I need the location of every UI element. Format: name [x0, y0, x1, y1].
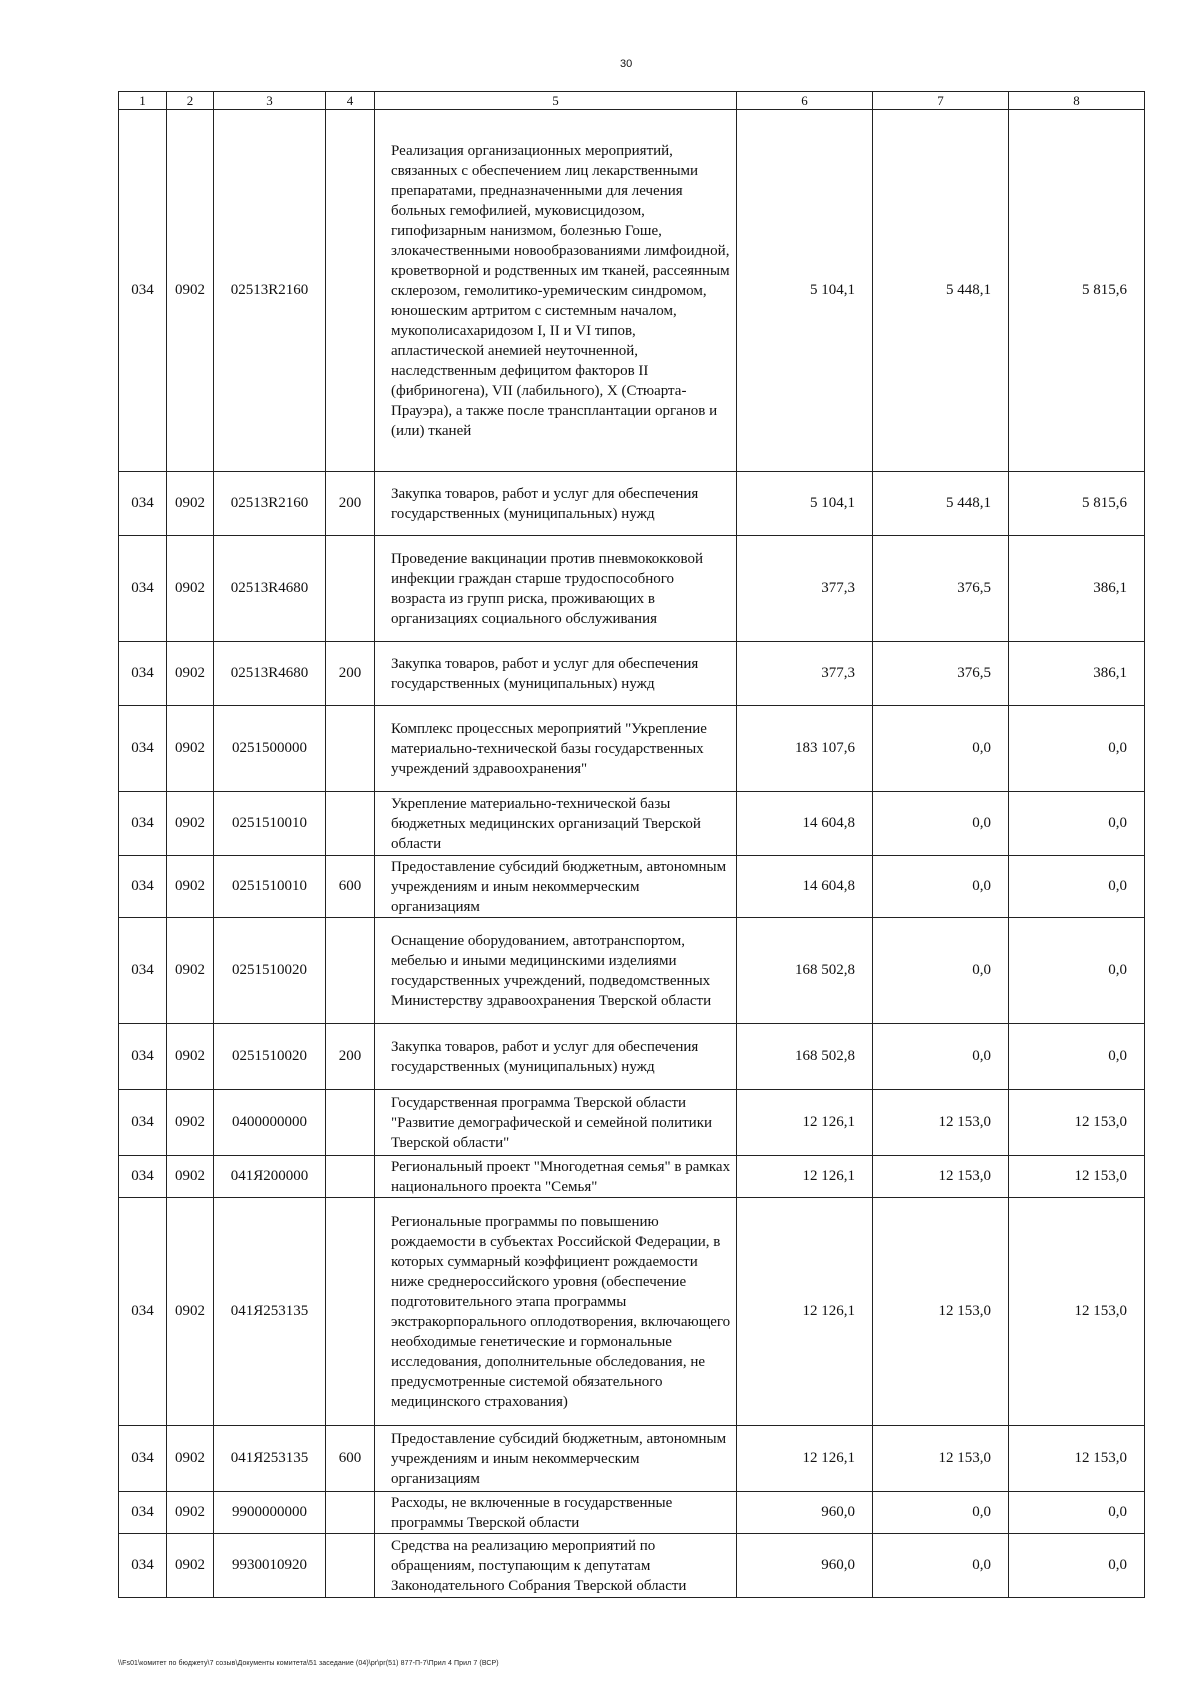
cell-section-code: 0902 [167, 1198, 214, 1426]
cell-section-code: 0902 [167, 1426, 214, 1492]
cell-target-article: 9930010920 [214, 1534, 326, 1598]
table-row [119, 536, 1145, 642]
column-header: 2 [167, 92, 214, 110]
cell-expense-type: 200 [326, 642, 375, 706]
cell-amount-year2: 0,0 [873, 918, 1009, 1024]
cell-section-code: 0902 [167, 110, 214, 472]
cell-amount-year3: 5 815,6 [1009, 472, 1145, 536]
cell-expense-type: 600 [326, 1426, 375, 1492]
cell-amount-year1: 12 126,1 [737, 1426, 873, 1492]
cell-ministry-code: 034 [119, 1198, 167, 1426]
cell-ministry-code: 034 [119, 472, 167, 536]
cell-amount-year2: 5 448,1 [873, 472, 1009, 536]
cell-amount-year2: 0,0 [873, 706, 1009, 792]
cell-description: Реализация организационных мероприятий, связанных с обеспечением лиц лекарственными препаратами, предназначенными для лечения больных гемофилией, муковисцидозом, гипофизарным нанизмом, болезнью Гоше, злокачественными новообразованиями лимфоидной, кроветворной и родственных им тканей, рассеянным склерозом, гемолитико-уремическим синдромом, юношеским артритом с системным началом, мукополисахаридозом I, II и VI типов, апластической анемией неуточненной, наследственным дефицитом факторов II (фибриногена), VII (лабильного), X (Стюарта-Прауэра), а также после трансплантации органов и (или) тканей [375, 110, 737, 472]
cell-amount-year2: 12 153,0 [873, 1426, 1009, 1492]
cell-expense-type [326, 1534, 375, 1598]
table-row [119, 1090, 1145, 1156]
cell-expense-type: 200 [326, 472, 375, 536]
cell-ministry-code: 034 [119, 1156, 167, 1198]
cell-ministry-code: 034 [119, 536, 167, 642]
cell-ministry-code: 034 [119, 1426, 167, 1492]
cell-description: Оснащение оборудованием, автотранспортом, мебелью и иными медицинскими изделиями государственных учреждений, подведомственных Министерству здравоохранения Тверской области [375, 918, 737, 1024]
cell-description: Предоставление субсидий бюджетным, автономным учреждениям и иным некоммерческим организациям [375, 1426, 737, 1492]
cell-ministry-code: 034 [119, 110, 167, 472]
cell-description: Комплекс процессных мероприятий "Укрепление материально-технической базы государственных учреждений здравоохранения" [375, 706, 737, 792]
cell-amount-year3: 0,0 [1009, 1534, 1145, 1598]
cell-amount-year2: 12 153,0 [873, 1090, 1009, 1156]
cell-amount-year3: 12 153,0 [1009, 1156, 1145, 1198]
cell-amount-year1: 960,0 [737, 1534, 873, 1598]
table-row [119, 918, 1145, 1024]
cell-amount-year3: 386,1 [1009, 536, 1145, 642]
cell-expense-type [326, 536, 375, 642]
cell-description: Предоставление субсидий бюджетным, автономным учреждениям и иным некоммерческим организациям [375, 856, 737, 918]
cell-target-article: 0251510010 [214, 792, 326, 856]
cell-amount-year3: 12 153,0 [1009, 1426, 1145, 1492]
cell-amount-year2: 12 153,0 [873, 1198, 1009, 1426]
cell-target-article: 0251510020 [214, 1024, 326, 1090]
table-row [119, 110, 1145, 472]
cell-amount-year3: 0,0 [1009, 792, 1145, 856]
cell-amount-year2: 376,5 [873, 536, 1009, 642]
cell-target-article: 0251500000 [214, 706, 326, 792]
cell-expense-type [326, 918, 375, 1024]
cell-amount-year2: 5 448,1 [873, 110, 1009, 472]
cell-amount-year1: 5 104,1 [737, 110, 873, 472]
cell-description: Государственная программа Тверской области "Развитие демографической и семейной политики Тверской области" [375, 1090, 737, 1156]
cell-amount-year1: 12 126,1 [737, 1156, 873, 1198]
cell-amount-year1: 12 126,1 [737, 1198, 873, 1426]
cell-amount-year3: 0,0 [1009, 856, 1145, 918]
table-row [119, 1156, 1145, 1198]
cell-ministry-code: 034 [119, 1024, 167, 1090]
table-row [119, 472, 1145, 536]
cell-section-code: 0902 [167, 856, 214, 918]
column-header: 8 [1009, 92, 1145, 110]
cell-section-code: 0902 [167, 1024, 214, 1090]
cell-expense-type [326, 1156, 375, 1198]
cell-expense-type [326, 1492, 375, 1534]
cell-target-article: 0251510020 [214, 918, 326, 1024]
cell-target-article: 041Я253135 [214, 1198, 326, 1426]
cell-amount-year3: 386,1 [1009, 642, 1145, 706]
cell-amount-year2: 0,0 [873, 1534, 1009, 1598]
cell-amount-year1: 5 104,1 [737, 472, 873, 536]
cell-target-article: 0251510010 [214, 856, 326, 918]
column-header: 6 [737, 92, 873, 110]
cell-expense-type [326, 1090, 375, 1156]
cell-expense-type: 200 [326, 1024, 375, 1090]
cell-amount-year1: 168 502,8 [737, 1024, 873, 1090]
cell-section-code: 0902 [167, 1534, 214, 1598]
cell-amount-year2: 0,0 [873, 856, 1009, 918]
cell-amount-year1: 12 126,1 [737, 1090, 873, 1156]
table-row [119, 1492, 1145, 1534]
cell-amount-year2: 12 153,0 [873, 1156, 1009, 1198]
cell-expense-type [326, 1198, 375, 1426]
column-header: 3 [214, 92, 326, 110]
column-header: 5 [375, 92, 737, 110]
cell-amount-year1: 14 604,8 [737, 792, 873, 856]
cell-section-code: 0902 [167, 1492, 214, 1534]
cell-description: Региональные программы по повышению рождаемости в субъектах Российской Федерации, в которых суммарный коэффициент рождаемости ниже среднероссийского уровня (обеспечение подготовительного этапа программы экстракорпорального оплодотворения, включающего необходимые генетические и гормональные исследования, дополнительные обследования, не предусмотренные системой обязательного медицинского страхования) [375, 1198, 737, 1426]
cell-description: Укрепление материально-технической базы бюджетных медицинских организаций Тверской области [375, 792, 737, 856]
cell-amount-year3: 12 153,0 [1009, 1090, 1145, 1156]
cell-description: Средства на реализацию мероприятий по обращениям, поступающим к депутатам Законодательного Собрания Тверской области [375, 1534, 737, 1598]
budget-table [118, 91, 1145, 1598]
cell-target-article: 041Я253135 [214, 1426, 326, 1492]
cell-section-code: 0902 [167, 472, 214, 536]
cell-ministry-code: 034 [119, 918, 167, 1024]
cell-section-code: 0902 [167, 918, 214, 1024]
cell-expense-type [326, 792, 375, 856]
cell-description: Закупка товаров, работ и услуг для обеспечения государственных (муниципальных) нужд [375, 642, 737, 706]
cell-target-article: 02513R2160 [214, 472, 326, 536]
cell-amount-year3: 5 815,6 [1009, 110, 1145, 472]
page-number: 30 [620, 58, 633, 70]
cell-description: Закупка товаров, работ и услуг для обеспечения государственных (муниципальных) нужд [375, 1024, 737, 1090]
table-row [119, 792, 1145, 856]
cell-amount-year1: 960,0 [737, 1492, 873, 1534]
column-header: 7 [873, 92, 1009, 110]
cell-amount-year3: 12 153,0 [1009, 1198, 1145, 1426]
table-row [119, 856, 1145, 918]
column-header: 1 [119, 92, 167, 110]
table-header-row [119, 92, 1145, 110]
cell-ministry-code: 034 [119, 1492, 167, 1534]
cell-ministry-code: 034 [119, 792, 167, 856]
cell-ministry-code: 034 [119, 1090, 167, 1156]
table-row [119, 1534, 1145, 1598]
cell-amount-year3: 0,0 [1009, 706, 1145, 792]
cell-target-article: 02513R2160 [214, 110, 326, 472]
column-header: 4 [326, 92, 375, 110]
cell-section-code: 0902 [167, 706, 214, 792]
cell-amount-year1: 168 502,8 [737, 918, 873, 1024]
cell-amount-year2: 0,0 [873, 792, 1009, 856]
cell-amount-year1: 14 604,8 [737, 856, 873, 918]
cell-amount-year2: 0,0 [873, 1024, 1009, 1090]
cell-target-article: 02513R4680 [214, 642, 326, 706]
cell-ministry-code: 034 [119, 642, 167, 706]
cell-ministry-code: 034 [119, 856, 167, 918]
cell-description: Проведение вакцинации против пневмококковой инфекции граждан старше трудоспособного возраста из групп риска, проживающих в организациях социального обслуживания [375, 536, 737, 642]
cell-amount-year2: 0,0 [873, 1492, 1009, 1534]
cell-description: Расходы, не включенные в государственные программы Тверской области [375, 1492, 737, 1534]
cell-description: Закупка товаров, работ и услуг для обеспечения государственных (муниципальных) нужд [375, 472, 737, 536]
cell-expense-type: 600 [326, 856, 375, 918]
table-row [119, 1198, 1145, 1426]
table-row [119, 706, 1145, 792]
cell-amount-year2: 376,5 [873, 642, 1009, 706]
cell-section-code: 0902 [167, 642, 214, 706]
cell-target-article: 02513R4680 [214, 536, 326, 642]
cell-target-article: 9900000000 [214, 1492, 326, 1534]
cell-ministry-code: 034 [119, 1534, 167, 1598]
cell-amount-year1: 377,3 [737, 642, 873, 706]
cell-amount-year3: 0,0 [1009, 1492, 1145, 1534]
cell-expense-type [326, 110, 375, 472]
cell-section-code: 0902 [167, 792, 214, 856]
footer-file-path: \\Fs01\комитет по бюджету\7 созыв\Документы комитета\51 заседание (04)\pr\pr(51) 877-П-7\Прил 4 Прил 7 (ВСР) [118, 1660, 499, 1667]
cell-ministry-code: 034 [119, 706, 167, 792]
cell-amount-year3: 0,0 [1009, 918, 1145, 1024]
cell-section-code: 0902 [167, 1156, 214, 1198]
cell-amount-year3: 0,0 [1009, 1024, 1145, 1090]
cell-target-article: 0400000000 [214, 1090, 326, 1156]
cell-section-code: 0902 [167, 1090, 214, 1156]
cell-section-code: 0902 [167, 536, 214, 642]
table-row [119, 1024, 1145, 1090]
cell-description: Региональный проект "Многодетная семья" в рамках национального проекта "Семья" [375, 1156, 737, 1198]
table-row [119, 1426, 1145, 1492]
cell-amount-year1: 377,3 [737, 536, 873, 642]
cell-target-article: 041Я200000 [214, 1156, 326, 1198]
cell-amount-year1: 183 107,6 [737, 706, 873, 792]
cell-expense-type [326, 706, 375, 792]
table-row [119, 642, 1145, 706]
